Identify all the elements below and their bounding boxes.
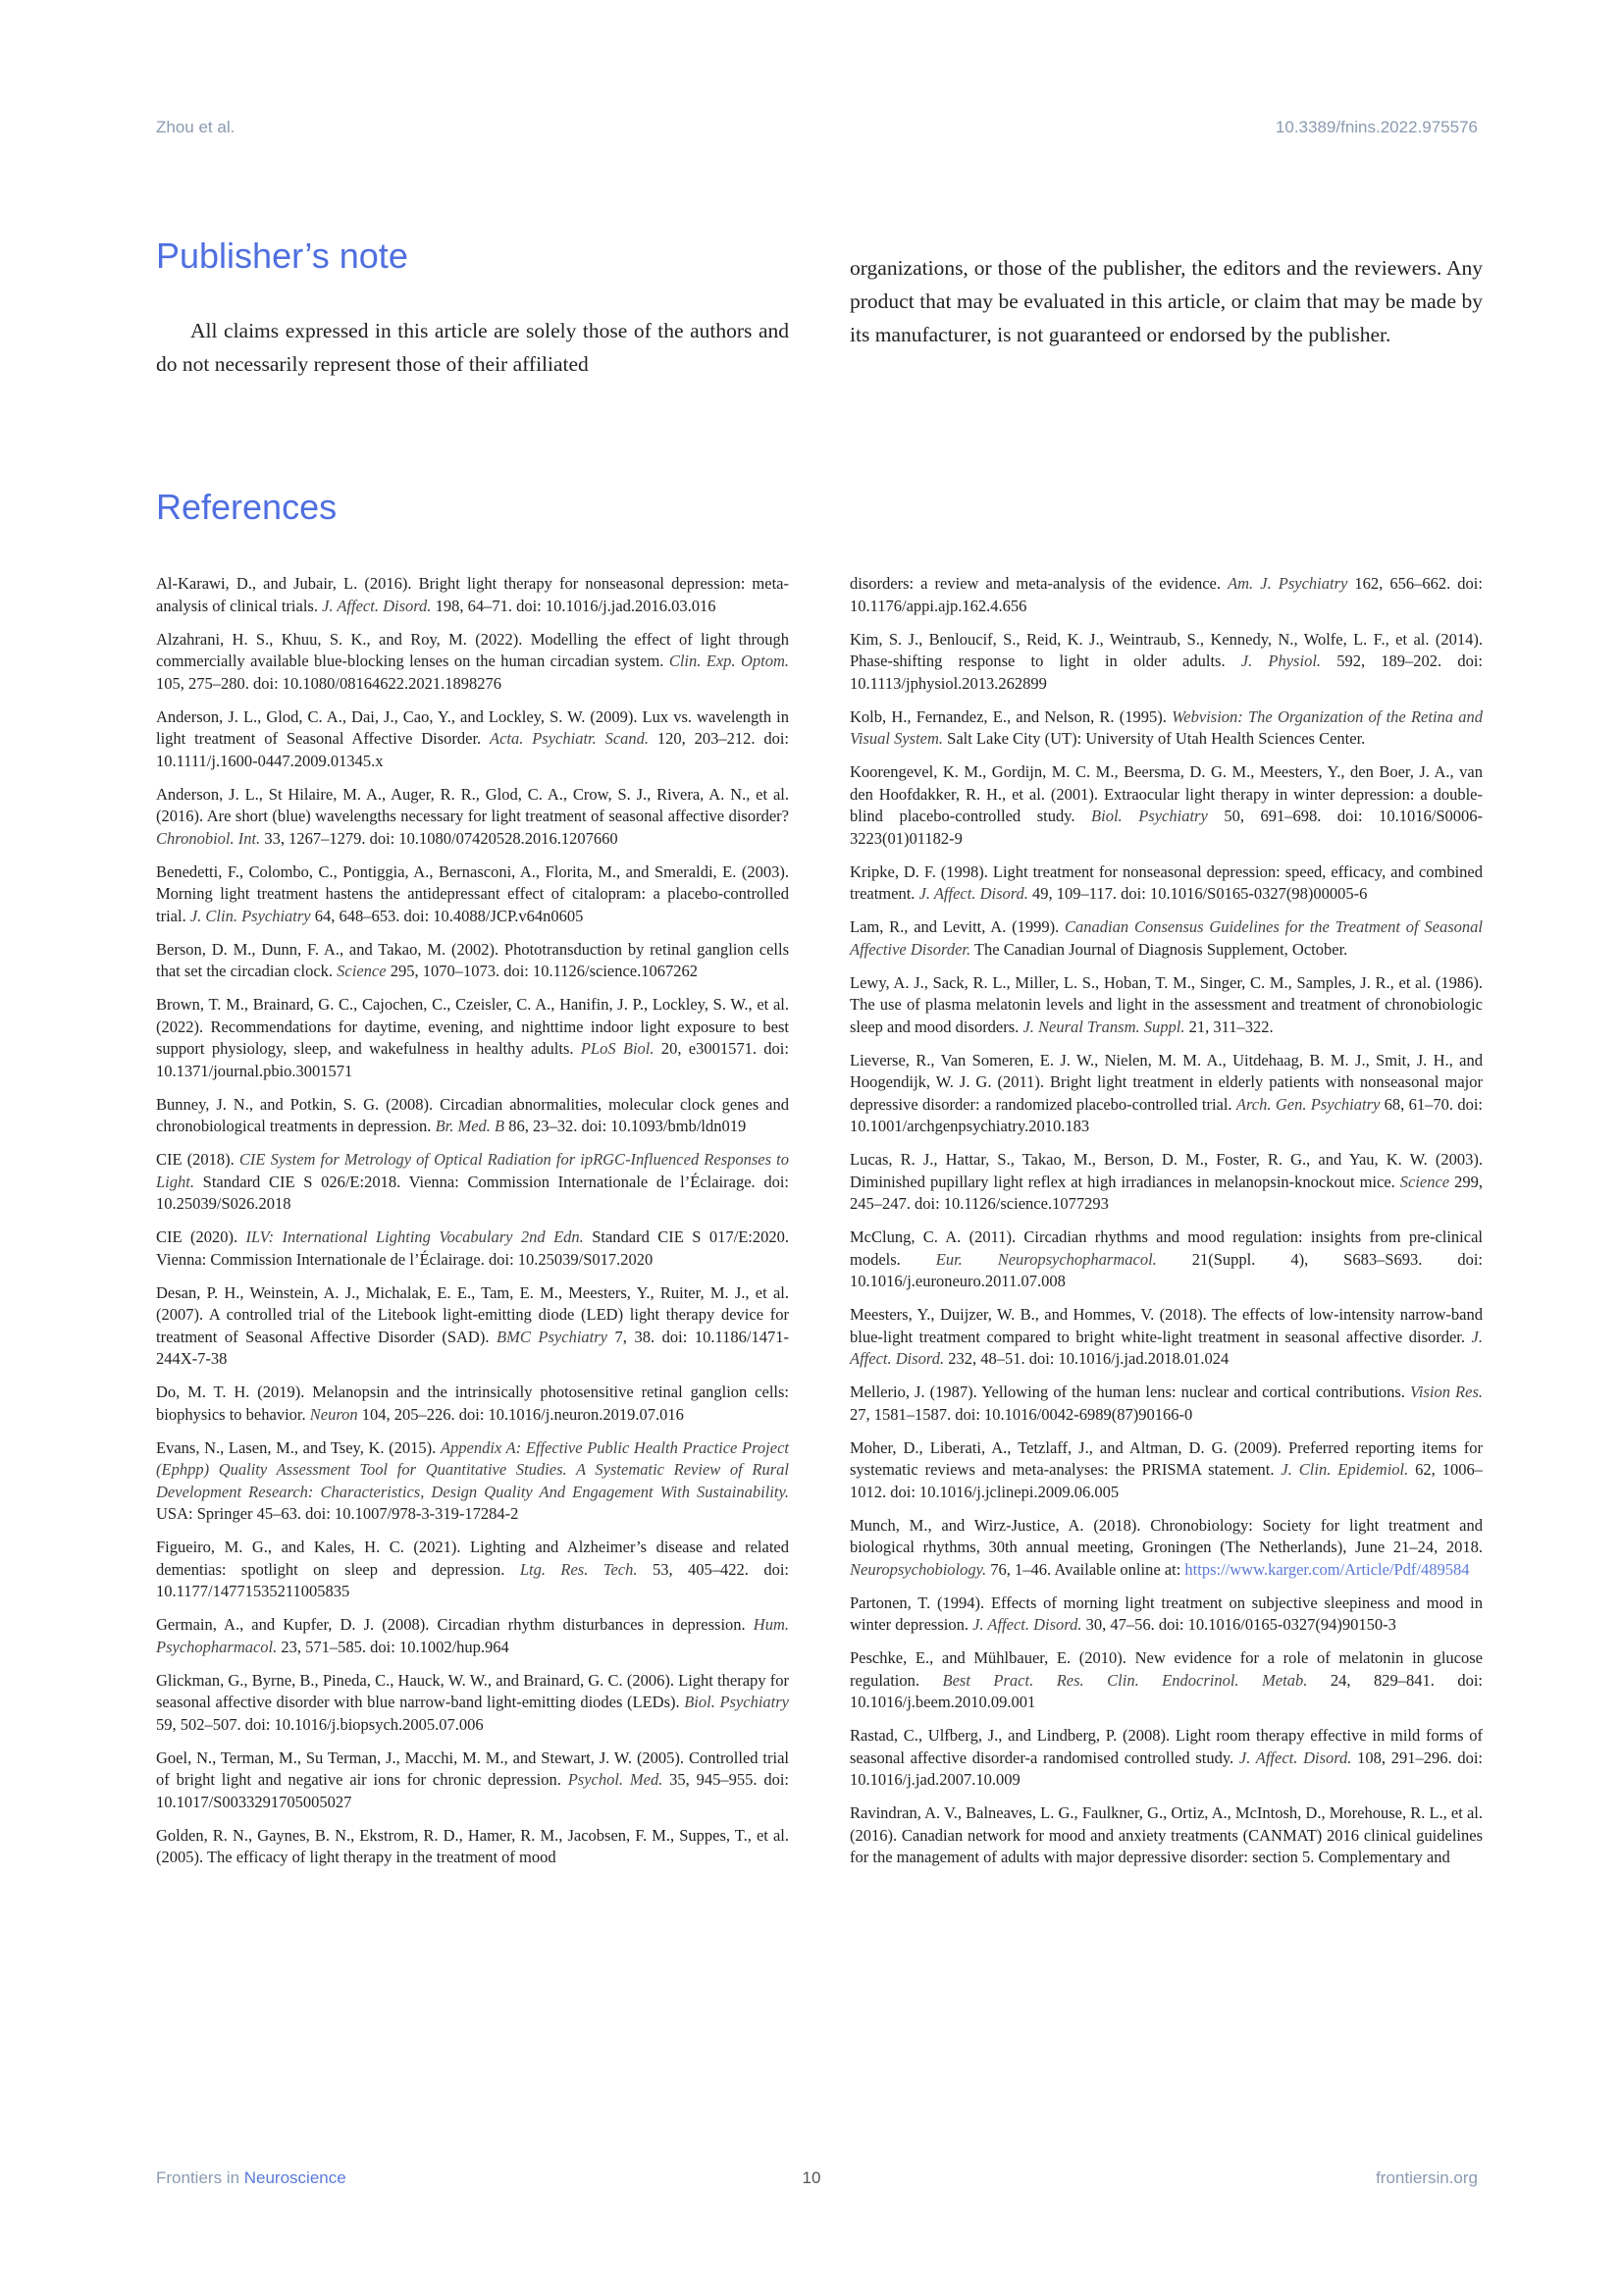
reference-text: Golden, R. N., Gaynes, B. N., Ekstrom, R. D., Hamer, R. M., Jacobsen, F. M., Suppes, T., et al. (2005). The efficacy of light therapy in the treatment of mood [156, 1825, 789, 1866]
reference-entry [850, 1050, 1483, 1138]
reference-entry [850, 1437, 1483, 1504]
reference-entry [850, 1382, 1483, 1426]
reference-journal: J. Physiol. [1240, 652, 1322, 670]
reference-journal: Psychol. Med. [567, 1770, 663, 1789]
reference-journal: BMC Psychiatry [497, 1327, 607, 1346]
reference-text: Berson, D. M., Dunn, F. A., and Takao, M. (2002). Phototransduction by retinal ganglion cells that set the circadian clock. [156, 939, 789, 980]
reference-journal: Webvision: The Organization of the Retina and Visual System. [850, 706, 1483, 748]
reference-details: 108, 291–296. doi: 10.1016/j.jad.2007.10.009 [850, 1748, 1484, 1789]
reference-journal: J. Affect. Disord. [1238, 1748, 1352, 1767]
reference-text: CIE (2020). [156, 1227, 246, 1246]
reference-text: Kim, S. J., Benloucif, S., Reid, K. J., Weintraub, S., Kennedy, N., Wolfe, L. F., et al. (2014). Phase-shifting response to light in older adults. [850, 629, 1483, 670]
page-number: 10 [802, 2168, 821, 2187]
reference-details: 35, 945–955. doi: 10.1017/S0033291705005027 [156, 1770, 789, 1811]
reference-text: Evans, N., Lasen, M., and Tsey, K. (2015). [156, 1437, 441, 1457]
reference-text: Partonen, T. (1994). Effects of morning light treatment on subjective sleepiness and mood in winter depression. [850, 1592, 1483, 1634]
publishers-note-text-end: organizations, or those of the publisher, the editors and the reviewers. Any product that may be evaluated in this article, or claim that may be made by its manufacturer, is not guaranteed or endorsed by the publisher. [850, 256, 1483, 346]
reference-details: 53, 405–422. doi: 10.1177/14771535211005835 [156, 1559, 790, 1600]
reference-text: Moher, D., Liberati, A., Tetzlaff, J., and Altman, D. G. (2009). Preferred reporting items for systematic reviews and meta-analyses: the PRISMA statement. [850, 1437, 1483, 1479]
reference-journal: PLoS Biol. [580, 1039, 654, 1058]
reference-text: Ravindran, A. V., Balneaves, L. G., Faulkner, G., Ortiz, A., McIntosh, D., Morehouse, R. L., et al. (2016). Canadian network for mood and anxiety treatments (CANMAT) 2016 clinical guidelines for the management of adults with major depressive disorder: section 5. Complementary and [850, 1803, 1483, 1866]
reference-text: Koorengevel, K. M., Gordijn, M. C. M., Beersma, D. G. M., Meesters, Y., den Boer, J. A., van den Hoofdakker, R. H., et al. (2001). Extraocular light therapy in winter depression: a double-blind placebo-controlled study. [850, 762, 1483, 825]
reference-link[interactable]: https://www.karger.com/Article/Pdf/489584 [1184, 1559, 1470, 1579]
reference-text: Munch, M., and Wirz-Justice, A. (2018). Chronobiology: Society for light treatment and biological rhythms, 30th annual meeting, Groningen (The Netherlands), June 21–24, 2018. [850, 1515, 1483, 1556]
reference-text: Anderson, J. L., Glod, C. A., Dai, J., Cao, Y., and Lockley, S. W. (2009). Lux vs. wavelength in light treatment of Seasonal Affective Disorder. [156, 706, 789, 748]
references-column-right [850, 573, 1483, 1880]
reference-entry [156, 1094, 789, 1138]
reference-entry [850, 1802, 1483, 1869]
reference-journal: J. Neural Transm. Suppl. [1022, 1017, 1185, 1036]
reference-entry [850, 1647, 1483, 1714]
reference-journal: Ltg. Res. Tech. [519, 1559, 638, 1579]
reference-entry [156, 629, 789, 696]
reference-entry [850, 761, 1483, 850]
reference-text: Glickman, G., Byrne, B., Pineda, C., Hauck, W. W., and Brainard, G. C. (2006). Light therapy for seasonal affective disorder with blue narrow-band light-emitting diodes (LEDs). [156, 1670, 789, 1711]
reference-details: 120, 203–212. doi: 10.1111/j.1600-0447.2009.01345.x [156, 729, 789, 770]
reference-entry [850, 629, 1483, 696]
reference-entry [156, 1226, 789, 1271]
reference-text: Lam, R., and Levitt, A. (1999). [850, 917, 1066, 936]
reference-details: The Canadian Journal of Diagnosis Supplement, October. [970, 939, 1348, 959]
reference-text: Peschke, E., and Mühlbauer, E. (2010). New evidence for a role of melatonin in glucose regulation. [850, 1648, 1483, 1690]
reference-details: 59, 502–507. doi: 10.1016/j.biopsych.2005.07.006 [156, 1714, 484, 1734]
reference-details: 50, 691–698. doi: 10.1016/S0006-3223(01)01182-9 [850, 807, 1483, 848]
reference-entry [156, 861, 789, 928]
reference-journal: Acta. Psychiatr. Scand. [490, 729, 650, 748]
reference-entry [156, 1149, 789, 1216]
reference-journal: CIE System for Metrology of Optical Radiation for ipRGC-Influenced Responses to Light. [156, 1150, 789, 1191]
reference-text: Anderson, J. L., St Hilaire, M. A., Auger, R. R., Glod, C. A., Crow, S. J., Rivera, A. N., et al. (2016). Are short (blue) wavelengths necessary for light treatment of seasonal affective disorder? [156, 784, 789, 825]
reference-text: CIE (2018). [156, 1150, 239, 1169]
reference-journal: Hum. Psychopharmacol. [156, 1615, 789, 1656]
reference-journal: ILV: International Lighting Vocabulary 2nd Edn. [245, 1227, 584, 1246]
reference-journal: Canadian Consensus Guidelines for the Treatment of Seasonal Affective Disorder. [850, 917, 1483, 959]
reference-journal: J. Clin. Epidemiol. [1281, 1460, 1409, 1479]
reference-text: Kolb, H., Fernandez, E., and Nelson, R. (1995). [850, 706, 1173, 726]
footer-journal-name: Neuroscience [243, 2168, 346, 2187]
reference-details: 76, 1–46. Available online at: [986, 1559, 1185, 1579]
references-heading: References [156, 487, 338, 527]
reference-details: Standard CIE S 017/E:2020. Vienna: Commission Internationale de l’Éclairage. doi: 10.25039/S017.2020 [156, 1227, 789, 1269]
reference-entry [156, 706, 789, 773]
reference-text: Brown, T. M., Brainard, G. C., Cajochen, C., Czeisler, C. A., Hanifin, J. P., Lockley, S. W., et al. (2022). Recommendations for daytime, evening, and nighttime indoor light exposure to best support physiology, sleep, and wakefulness in healthy adults. [156, 995, 789, 1058]
reference-details: 27, 1581–1587. doi: 10.1016/0042-6989(87)90166-0 [850, 1404, 1193, 1424]
reference-text: Mellerio, J. (1987). Yellowing of the human lens: nuclear and cortical contributions. [850, 1383, 1411, 1401]
reference-text: Lewy, A. J., Sack, R. L., Miller, L. S., Hoban, T. M., Singer, C. M., Samples, J. R., et al. (1986). The use of plasma melatonin levels and light in the assessment and treatment of chronobiologic sleep and mood disorders. [850, 972, 1483, 1036]
reference-entry [156, 1437, 789, 1526]
reference-entry [850, 1304, 1483, 1371]
reference-entry [850, 1226, 1483, 1293]
reference-details: 64, 648–653. doi: 10.4088/JCP.v64n0605 [310, 906, 584, 925]
running-header-authors: Zhou et al. [156, 118, 236, 136]
reference-text: disorders: a review and meta-analysis of the evidence. [850, 574, 1229, 593]
reference-details: 232, 48–51. doi: 10.1016/j.jad.2018.01.024 [944, 1349, 1230, 1368]
reference-journal: J. Affect. Disord. [322, 596, 432, 615]
footer-site-link[interactable]: frontiersin.org [1376, 2168, 1478, 2187]
reference-entry [156, 994, 789, 1082]
reference-details: 295, 1070–1073. doi: 10.1126/science.1067262 [386, 962, 699, 980]
footer-journal-prefix: Frontiers in [156, 2168, 244, 2187]
reference-journal: J. Affect. Disord. [850, 1327, 1483, 1368]
reference-entry [156, 573, 789, 617]
reference-details: 30, 47–56. doi: 10.1016/0165-0327(94)90150-3 [1081, 1615, 1396, 1634]
reference-entry [850, 573, 1483, 617]
publishers-note-text-start: All claims expressed in this article are solely those of the authors and do not necessarily represent those of their affiliated [156, 319, 789, 376]
reference-details: 24, 829–841. doi: 10.1016/j.beem.2010.09.001 [850, 1670, 1483, 1711]
reference-entry [850, 1725, 1483, 1792]
reference-journal: Arch. Gen. Psychiatry [1235, 1094, 1381, 1114]
reference-journal: Eur. Neuropsychopharmacol. [935, 1249, 1157, 1269]
reference-journal: Best Pract. Res. Clin. Endocrinol. Metab. [942, 1670, 1308, 1690]
reference-text: Germain, A., and Kupfer, D. J. (2008). Circadian rhythm disturbances in depression. [156, 1615, 754, 1634]
reference-text: Do, M. T. H. (2019). Melanopsin and the intrinsically photosensitive retinal ganglion cells: biophysics to behavior. [156, 1383, 789, 1424]
reference-journal: Vision Res. [1410, 1383, 1483, 1401]
reference-journal: Am. J. Psychiatry [1228, 574, 1348, 593]
reference-entry [156, 1614, 789, 1658]
reference-entry [156, 784, 789, 851]
reference-journal: Neuropsychobiology. [850, 1559, 987, 1579]
reference-details: 299, 245–247. doi: 10.1126/science.1077293 [850, 1172, 1483, 1213]
reference-journal: J. Affect. Disord. [918, 884, 1028, 903]
reference-details: USA: Springer 45–63. doi: 10.1007/978-3-319-17284-2 [156, 1504, 519, 1523]
reference-entry [156, 939, 789, 983]
references-column-left [156, 573, 789, 1880]
reference-text: Bunney, J. N., and Potkin, S. G. (2008). Circadian abnormalities, molecular clock genes and chronobiological treatments in depression. [156, 1094, 789, 1135]
reference-details: 86, 23–32. doi: 10.1093/bmb/ldn019 [504, 1117, 747, 1135]
reference-entry [850, 916, 1483, 961]
reference-text: Desan, P. H., Weinstein, A. J., Michalak, E. E., Tam, E. M., Meesters, Y., Ruiter, M. J., et al. (2007). A controlled trial of the Litebook light-emitting diode (LED) light therapy device for treatment of Seasonal Affective Disorder (SAD). [156, 1282, 789, 1346]
reference-text: Lucas, R. J., Hattar, S., Takao, M., Berson, D. M., Foster, R. G., and Yau, K. W. (2003). Diminished pupillary light reflex at high irradiances in melanopsin-knockout mice. [850, 1150, 1483, 1191]
reference-journal: Science [1399, 1172, 1450, 1191]
reference-details: Salt Lake City (UT): University of Utah Health Sciences Center. [943, 729, 1366, 748]
reference-entry [156, 1282, 789, 1371]
reference-entry [156, 1382, 789, 1426]
reference-text: Goel, N., Terman, M., Su Terman, J., Macchi, M. M., and Stewart, J. W. (2005). Controlled trial of bright light and negative air ions for chronic depression. [156, 1748, 789, 1789]
reference-text: Lieverse, R., Van Someren, E. J. W., Nielen, M. M. A., Uitdehaag, B. M. J., Smit, J. H., and Hoogendijk, W. J. G. (2011). Bright light treatment in elderly patients with nonseasonal major depressive disorder: a randomized placebo-controlled trial. [850, 1050, 1483, 1114]
reference-details: 49, 109–117. doi: 10.1016/S0165-0327(98)00005-6 [1027, 884, 1368, 903]
reference-journal: Biol. Psychiatry [1091, 807, 1208, 825]
reference-details: Standard CIE S 026/E:2018. Vienna: Commission Internationale de l’Éclairage. doi: 10.25039/S026.2018 [156, 1172, 789, 1213]
reference-entry [156, 1748, 789, 1814]
reference-details: 20, e3001571. doi: 10.1371/journal.pbio.3001571 [156, 1039, 789, 1080]
reference-details: 162, 656–662. doi: 10.1176/appi.ajp.162.4.656 [850, 574, 1483, 615]
reference-details: 68, 61–70. doi: 10.1001/archgenpsychiatry.2010.183 [850, 1094, 1484, 1135]
reference-details: 21(Suppl. 4), S683–S693. doi: 10.1016/j.euroneuro.2011.07.008 [850, 1249, 1483, 1290]
reference-details: 23, 571–585. doi: 10.1002/hup.964 [277, 1637, 509, 1656]
reference-journal: Clin. Exp. Optom. [668, 652, 789, 670]
reference-entry [850, 1592, 1483, 1637]
reference-text: McClung, C. A. (2011). Circadian rhythms and mood regulation: insights from pre-clinical models. [850, 1227, 1483, 1269]
reference-details: 7, 38. doi: 10.1186/1471-244X-7-38 [156, 1327, 790, 1368]
reference-text: Rastad, C., Ulfberg, J., and Lindberg, P. (2008). Light room therapy effective in mild forms of seasonal affective disorder-a randomised controlled study. [850, 1726, 1483, 1767]
reference-journal: Br. Med. B [435, 1117, 505, 1135]
reference-details: 592, 189–202. doi: 10.1113/jphysiol.2013.262899 [850, 652, 1483, 693]
reference-entry [156, 1537, 789, 1603]
reference-details: 21, 311–322. [1184, 1017, 1274, 1036]
reference-journal: Appendix A: Effective Public Health Practice Project (Ephpp) Quality Assessment Tool for Quantitative Studies. A Systematic Review of Rural Development Research: Characteristics, Design Quality And Engagement With Sustainability. [156, 1437, 789, 1501]
reference-journal: Neuron [309, 1404, 358, 1424]
reference-details: 62, 1006–1012. doi: 10.1016/j.jclinepi.2009.06.005 [850, 1460, 1483, 1501]
reference-journal: J. Affect. Disord. [972, 1615, 1082, 1634]
reference-entry [850, 706, 1483, 751]
reference-text: Kripke, D. F. (1998). Light treatment for nonseasonal depression: speed, efficacy, and combined treatment. [850, 861, 1483, 903]
publishers-note-heading: Publisher’s note [156, 235, 408, 276]
reference-entry [850, 861, 1483, 906]
reference-entry [850, 1149, 1483, 1216]
running-header-doi[interactable]: 10.3389/fnins.2022.975576 [1275, 118, 1478, 136]
reference-entry [850, 1515, 1483, 1582]
reference-details: 198, 64–71. doi: 10.1016/j.jad.2016.03.016 [431, 596, 716, 615]
reference-details: 104, 205–226. doi: 10.1016/j.neuron.2019.07.016 [357, 1404, 684, 1424]
reference-details: 33, 1267–1279. doi: 10.1080/07420528.2016.1207660 [260, 828, 618, 848]
reference-entry [156, 1825, 789, 1869]
reference-details: 105, 275–280. doi: 10.1080/08164622.2021.1898276 [156, 673, 502, 693]
reference-journal: J. Clin. Psychiatry [189, 906, 311, 925]
reference-text: Benedetti, F., Colombo, C., Pontiggia, A., Bernasconi, A., Florita, M., and Smeraldi, E. (2003). Morning light treatment hastens the antidepressant effect of citalopram: a placebo-controlled trial. [156, 861, 789, 925]
reference-text: Meesters, Y., Duijzer, W. B., and Hommes, V. (2018). The effects of low-intensity narrow-band blue-light treatment compared to bright white-light treatment in seasonal affective disorder. [850, 1305, 1483, 1346]
reference-journal: Chronobiol. Int. [156, 828, 261, 848]
reference-journal: Biol. Psychiatry [684, 1693, 789, 1711]
reference-text: Al-Karawi, D., and Jubair, L. (2016). Bright light therapy for nonseasonal depression: meta-analysis of clinical trials. [156, 574, 789, 615]
reference-text: Figueiro, M. G., and Kales, H. C. (2021). Lighting and Alzheimer’s disease and related dementias: spotlight on sleep and depression. [156, 1538, 789, 1579]
reference-journal: Science [337, 962, 387, 980]
reference-text: Alzahrani, H. S., Khuu, S. K., and Roy, M. (2022). Modelling the effect of light through commercially available blue-blocking lenses on the human circadian system. [156, 629, 789, 670]
reference-entry [850, 972, 1483, 1039]
reference-entry [156, 1670, 789, 1737]
